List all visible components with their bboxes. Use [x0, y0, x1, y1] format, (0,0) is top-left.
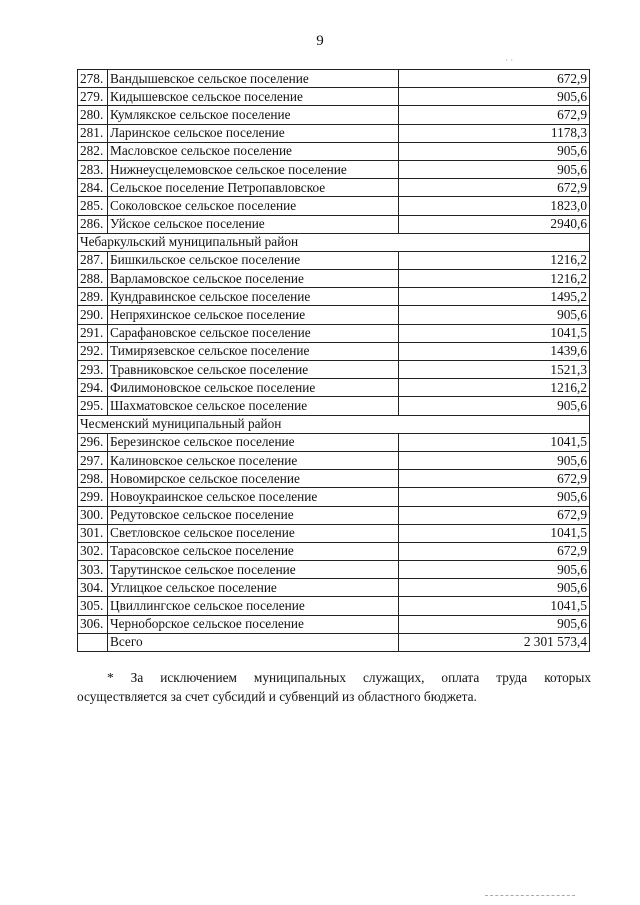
row-number: 286.: [78, 215, 108, 233]
row-number: 298.: [78, 470, 108, 488]
table-row: [78, 197, 590, 215]
row-number: 282.: [78, 142, 108, 160]
row-number: 294.: [78, 379, 108, 397]
section-title: Чебаркульский муниципальный район: [78, 233, 590, 251]
footnote-line-2: осуществляется за счет субсидий и субвенций из областного бюджета.: [77, 689, 477, 704]
table-row: [78, 579, 590, 597]
table-row: [78, 342, 590, 360]
row-number: 288.: [78, 270, 108, 288]
row-number: 297.: [78, 451, 108, 469]
section-row: [78, 233, 590, 251]
table-row: [78, 379, 590, 397]
row-number: 301.: [78, 524, 108, 542]
settlement-name: Калиновское сельское поселение: [108, 451, 399, 469]
settlement-name: Непряхинское сельское поселение: [108, 306, 399, 324]
amount-value: 672,9: [399, 179, 590, 197]
bottom-mark: [485, 895, 575, 897]
row-number: 279.: [78, 88, 108, 106]
settlement-name: Шахматовское сельское поселение: [108, 397, 399, 415]
table-row: [78, 288, 590, 306]
row-number: 285.: [78, 197, 108, 215]
row-number: 305.: [78, 597, 108, 615]
settlement-name: Ларинское сельское поселение: [108, 124, 399, 142]
amount-value: 1439,6: [399, 342, 590, 360]
settlement-name: Редутовское сельское поселение: [108, 506, 399, 524]
amount-value: 905,6: [399, 160, 590, 178]
amount-value: 1041,5: [399, 433, 590, 451]
table-row: [78, 70, 590, 88]
amount-value: 672,9: [399, 542, 590, 560]
settlement-name: Тимирязевское сельское поселение: [108, 342, 399, 360]
table-row: [78, 88, 590, 106]
settlement-name: Березинское сельское поселение: [108, 433, 399, 451]
table-row: [78, 106, 590, 124]
settlement-name: Цвиллингское сельское поселение: [108, 597, 399, 615]
total-label: Всего: [108, 633, 399, 651]
section-row: [78, 415, 590, 433]
table-row: [78, 488, 590, 506]
settlement-name: Кундравинское сельское поселение: [108, 288, 399, 306]
settlement-name: Соколовское сельское поселение: [108, 197, 399, 215]
amount-value: 905,6: [399, 306, 590, 324]
settlement-name: Бишкильское сельское поселение: [108, 251, 399, 269]
row-number: 304.: [78, 579, 108, 597]
table-row: [78, 361, 590, 379]
settlement-name: Светловское сельское поселение: [108, 524, 399, 542]
row-number: 302.: [78, 542, 108, 560]
amount-value: 672,9: [399, 506, 590, 524]
settlement-name: Новоукраинское сельское поселение: [108, 488, 399, 506]
table-row: [78, 451, 590, 469]
settlement-name: Новомирское сельское поселение: [108, 470, 399, 488]
amount-value: 672,9: [399, 470, 590, 488]
table-row: [78, 142, 590, 160]
settlement-name: Черноборское сельское поселение: [108, 615, 399, 633]
settlement-name: Тарасовское сельское поселение: [108, 542, 399, 560]
table-row: [78, 179, 590, 197]
footnote-line-1: * За исключением муниципальных служащих, оплата труда которых: [107, 670, 591, 685]
amount-value: 1178,3: [399, 124, 590, 142]
settlement-name: Масловское сельское поселение: [108, 142, 399, 160]
table-row: [78, 597, 590, 615]
row-number: 292.: [78, 342, 108, 360]
settlement-name: Филимоновское сельское поселение: [108, 379, 399, 397]
table-row: [78, 524, 590, 542]
row-number: 289.: [78, 288, 108, 306]
table-row: [78, 615, 590, 633]
amount-value: 905,6: [399, 88, 590, 106]
row-number: 296.: [78, 433, 108, 451]
amount-value: 1216,2: [399, 270, 590, 288]
row-number: 283.: [78, 160, 108, 178]
table-row: [78, 124, 590, 142]
settlement-name: Травниковское сельское поселение: [108, 361, 399, 379]
amount-value: 905,6: [399, 488, 590, 506]
settlement-name: Кидышевское сельское поселение: [108, 88, 399, 106]
row-number: 303.: [78, 561, 108, 579]
amount-value: 1216,2: [399, 379, 590, 397]
row-number: 281.: [78, 124, 108, 142]
amount-value: 905,6: [399, 397, 590, 415]
table-row: [78, 433, 590, 451]
margin-mark: · ·: [505, 55, 514, 65]
row-number: 290.: [78, 306, 108, 324]
allocation-table: [77, 69, 590, 652]
table-row: [78, 306, 590, 324]
total-row: [78, 633, 590, 651]
amount-value: 2940,6: [399, 215, 590, 233]
amount-value: 905,6: [399, 579, 590, 597]
table-row: [78, 215, 590, 233]
amount-value: 905,6: [399, 615, 590, 633]
row-number: 287.: [78, 251, 108, 269]
settlement-name: Нижнеусцелемовское сельское поселение: [108, 160, 399, 178]
amount-value: 672,9: [399, 70, 590, 88]
row-number: 293.: [78, 361, 108, 379]
table-row: [78, 506, 590, 524]
settlement-name: Вандышевское сельское поселение: [108, 70, 399, 88]
row-number: [78, 633, 108, 651]
amount-value: 672,9: [399, 106, 590, 124]
settlement-name: Уйское сельское поселение: [108, 215, 399, 233]
row-number: 299.: [78, 488, 108, 506]
row-number: 300.: [78, 506, 108, 524]
settlement-name: Кумлякское сельское поселение: [108, 106, 399, 124]
total-value: 2 301 573,4: [399, 633, 590, 651]
settlement-name: Сарафановское сельское поселение: [108, 324, 399, 342]
amount-value: 1521,3: [399, 361, 590, 379]
amount-value: 1041,5: [399, 524, 590, 542]
table-body: [78, 70, 590, 652]
amount-value: 1823,0: [399, 197, 590, 215]
amount-value: 1495,2: [399, 288, 590, 306]
table-row: [78, 397, 590, 415]
row-number: 280.: [78, 106, 108, 124]
settlement-name: Углицкое сельское поселение: [108, 579, 399, 597]
footnote: [77, 668, 591, 706]
table-row: [78, 561, 590, 579]
table-row: [78, 160, 590, 178]
amount-value: 905,6: [399, 142, 590, 160]
amount-value: 905,6: [399, 561, 590, 579]
table-row: [78, 251, 590, 269]
table-row: [78, 324, 590, 342]
settlement-name: Тарутинское сельское поселение: [108, 561, 399, 579]
row-number: 284.: [78, 179, 108, 197]
amount-value: 1041,5: [399, 597, 590, 615]
section-title: Чесменский муниципальный район: [78, 415, 590, 433]
table-row: [78, 270, 590, 288]
settlement-name: Варламовское сельское поселение: [108, 270, 399, 288]
page-number: 9: [316, 33, 324, 49]
table-row: [78, 542, 590, 560]
row-number: 295.: [78, 397, 108, 415]
amount-value: 1216,2: [399, 251, 590, 269]
row-number: 278.: [78, 70, 108, 88]
table-row: [78, 470, 590, 488]
row-number: 306.: [78, 615, 108, 633]
row-number: 291.: [78, 324, 108, 342]
amount-value: 1041,5: [399, 324, 590, 342]
settlement-name: Сельское поселение Петропавловское: [108, 179, 399, 197]
amount-value: 905,6: [399, 451, 590, 469]
